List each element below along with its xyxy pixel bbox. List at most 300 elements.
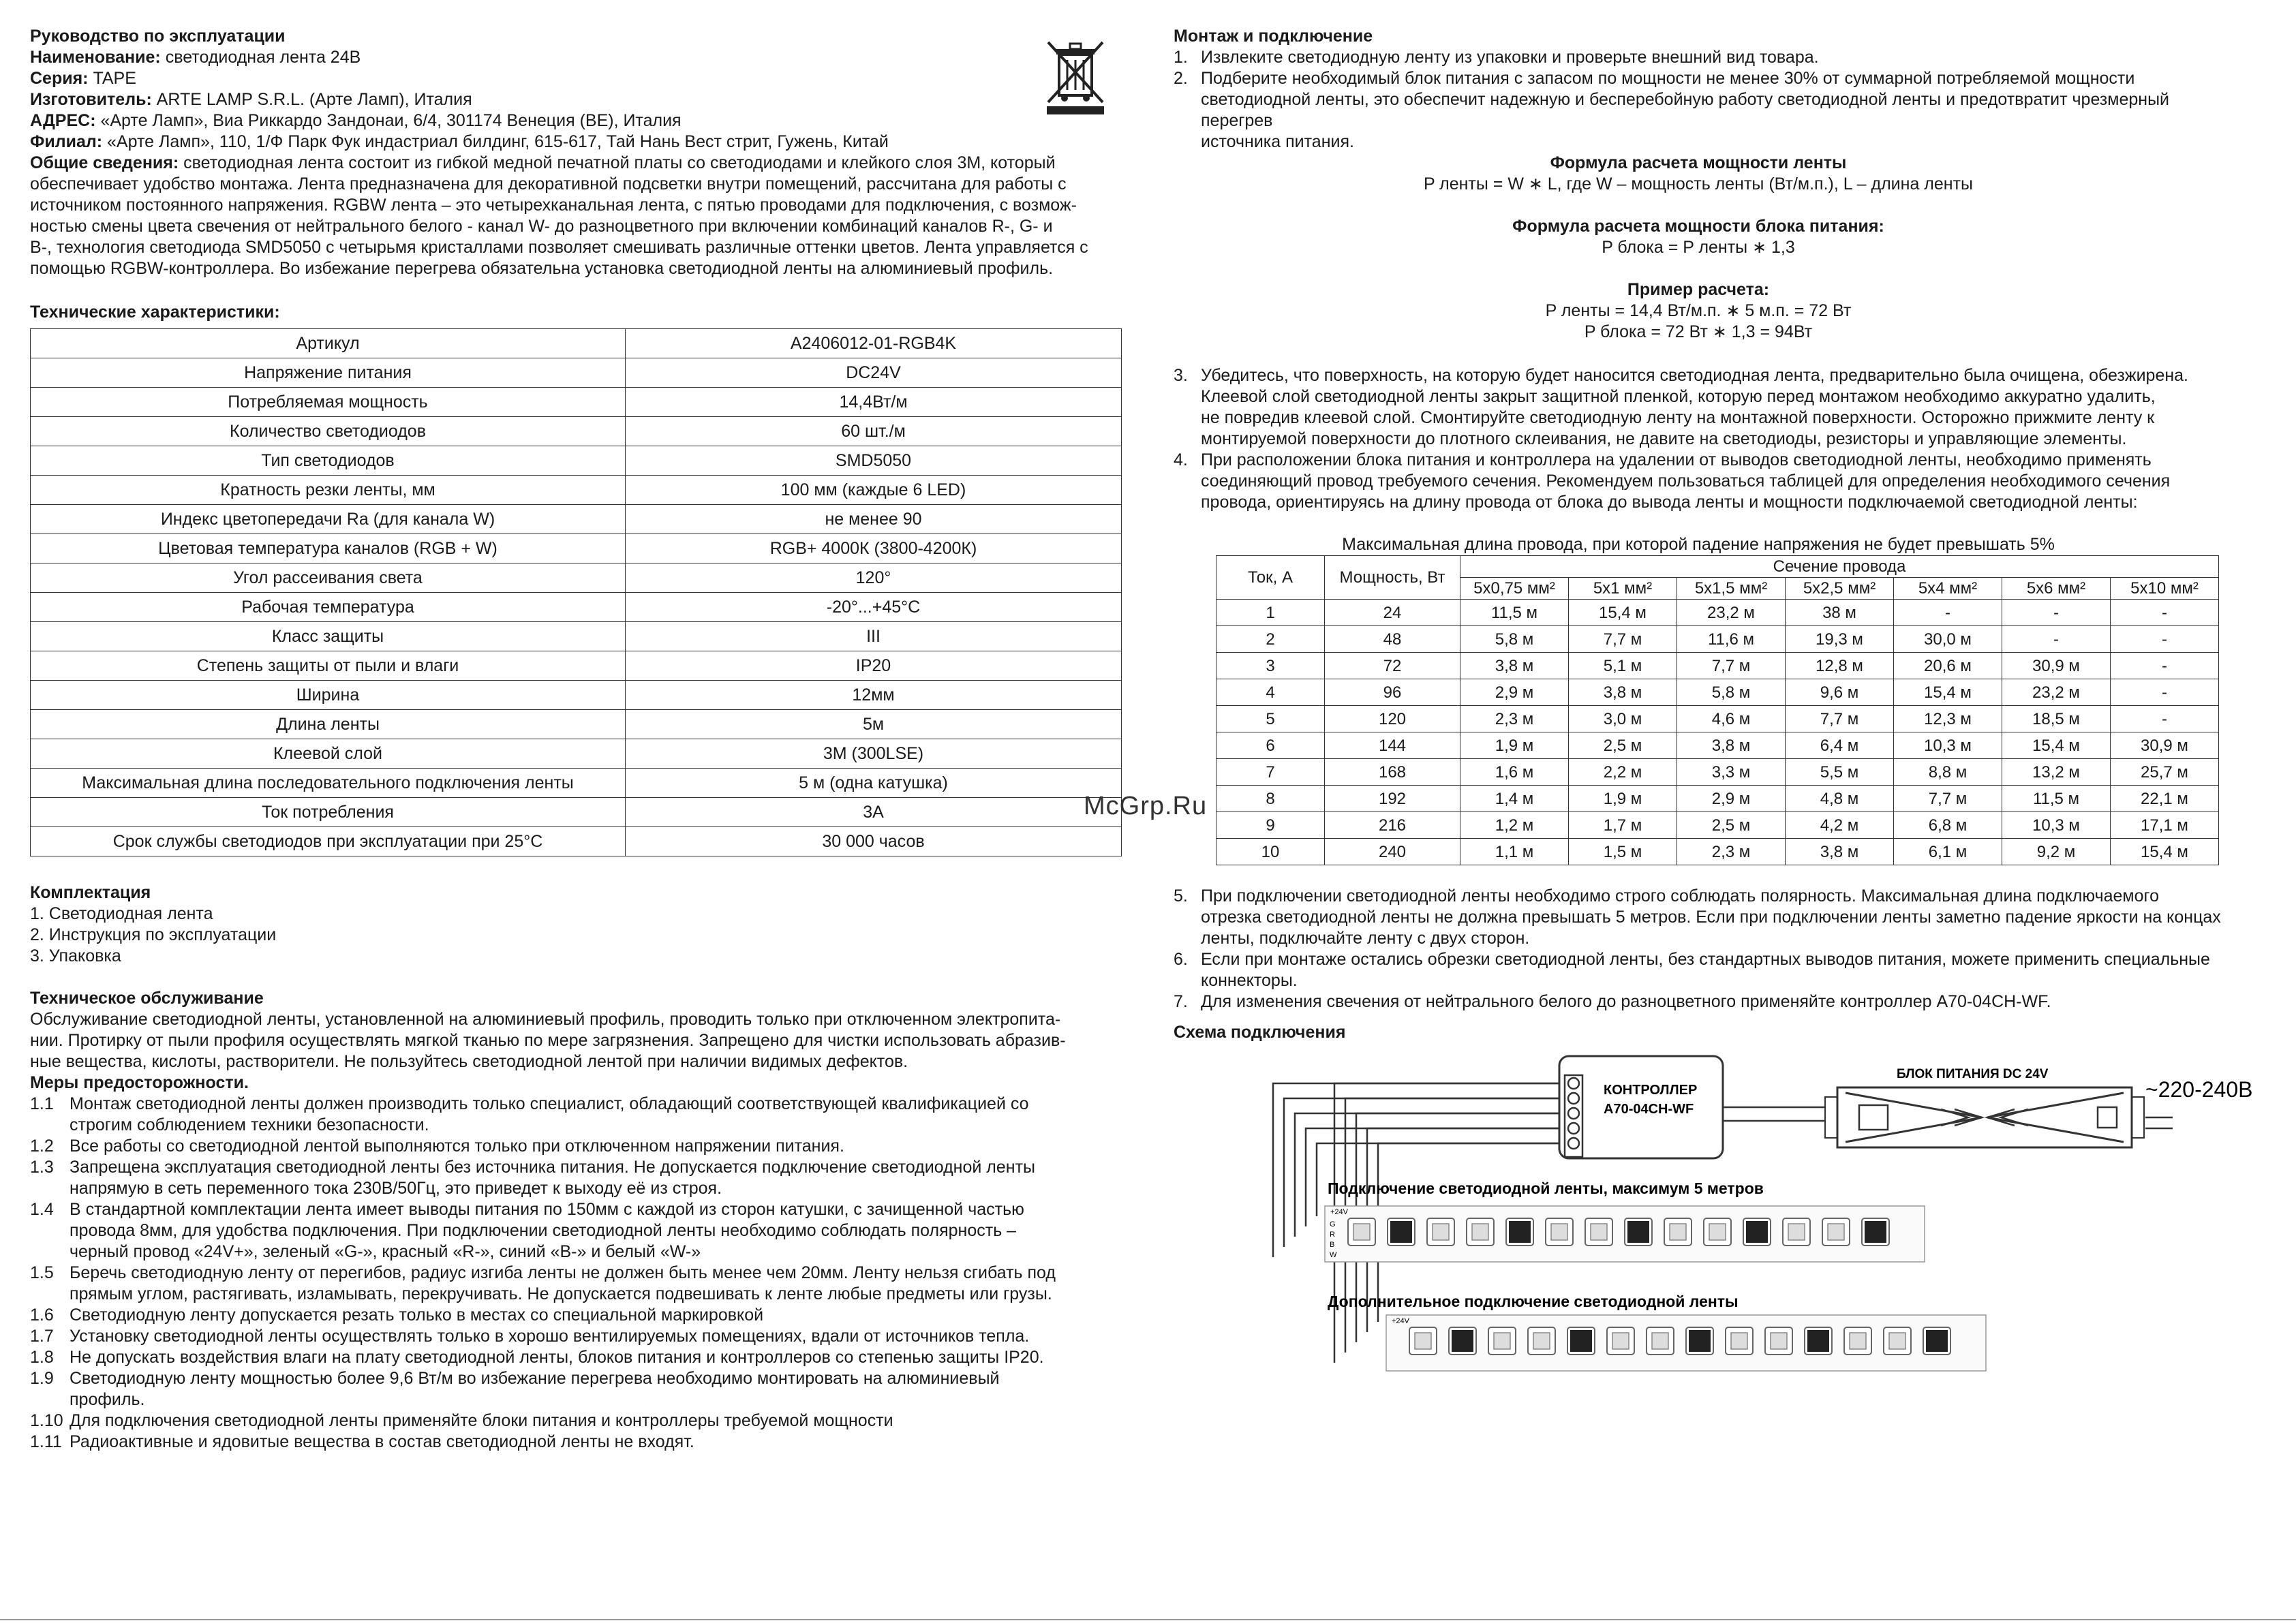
spec-key: Индекс цветопередачи Ra (для канала W): [31, 505, 626, 534]
wire-cell: 2,9 м: [1677, 786, 1786, 812]
wire-table-caption: Максимальная длина провода, при которой падение напряжения не будет превышать 5%: [1342, 535, 2055, 554]
wire-cell: -: [2002, 600, 2111, 626]
wire-col-header: 5х2,5 мм²: [1786, 578, 1894, 600]
wire-cell: 1,4 м: [1460, 786, 1569, 812]
item-line: Светодиодную ленту допускается резать только в местах со специальной маркировкой: [70, 1305, 764, 1325]
formula2: P блока = P ленты ∗ 1,3: [1602, 238, 1795, 257]
watermark: McGrp.Ru: [1084, 792, 1208, 820]
header-value: светодиодная лента 24В: [160, 48, 361, 67]
wire-cell: 2,5 м: [1677, 812, 1786, 839]
list-item: [30, 1347, 1120, 1368]
header-line: [30, 68, 1120, 89]
item-line: Не допускать воздействия влаги на плату светодиодной ленты, блоков питания и контроллеров со степенью защиты IP20.: [70, 1348, 1044, 1367]
wire-cell: 38 м: [1786, 600, 1894, 626]
formula1-title: Формула расчета мощности ленты: [1550, 153, 1847, 172]
spec-row: [31, 710, 1122, 739]
general-line: ностью смены цвета свечения от нейтрального белого - канал W- до разноцветного при включении комбинаций каналов R-, G- и: [30, 217, 1053, 236]
wire-cell: 10,3 м: [2002, 812, 2111, 839]
wire-cell: 30,0 м: [1894, 626, 2002, 653]
spec-key: Артикул: [31, 329, 626, 358]
list-item: [30, 1432, 1120, 1453]
wire-cell: -: [2111, 626, 2219, 653]
service-line: ные вещества, кислоты, растворители. Не пользуйтесь светодиодной лентой при наличии видимых дефектов.: [30, 1052, 908, 1071]
strip-pin-24v: +24V: [1330, 1208, 1348, 1216]
led-chip: [1686, 1327, 1713, 1355]
list-item: [30, 1305, 1120, 1326]
service-line: нии. Протирку от пыли профиля осуществлять мягкой тканью по мере загрязнения. Запрещено для чистки использовать абразив-: [30, 1031, 1066, 1050]
header-label: АДРЕС:: [30, 111, 96, 130]
bottom-rule: [0, 1619, 2296, 1620]
formula1: P ленты = W ∗ L, где W – мощность ленты (Вт/м.п.), L – длина ленты: [1423, 174, 1974, 194]
spec-value: 3M (300LSE): [626, 739, 1122, 769]
wire-cell: 144: [1325, 732, 1460, 759]
wire-header: Мощность, Вт: [1325, 556, 1460, 600]
header-label: Филиал:: [30, 132, 103, 151]
list-item: [30, 1263, 1120, 1305]
spec-value: 14,4Вт/м: [626, 388, 1122, 417]
item-line: коннекторы.: [1201, 971, 1298, 990]
general-line: B-, технология светодиода SMD5050 с четырьмя кристаллами позволяет смешивать различные оттенки цветов. Лента управляется с: [30, 238, 1088, 257]
wire-cell: 7,7 м: [1786, 706, 1894, 732]
safety-title: Меры предосторожности.: [30, 1073, 249, 1092]
spec-row: [31, 358, 1122, 388]
mount-title: Монтаж и подключение: [1174, 27, 1373, 46]
wire-cell: 12,3 м: [1894, 706, 2002, 732]
wire-cell: 5,8 м: [1460, 626, 1569, 653]
left-column: [30, 26, 1120, 1453]
wire-header: Ток, А: [1216, 556, 1325, 600]
header-label: Серия:: [30, 69, 89, 88]
item-number: 5.: [1174, 886, 1188, 906]
spec-row: [31, 534, 1122, 563]
spec-value: A2406012-01-RGB4K: [626, 329, 1122, 358]
tech-title: Технические характеристики:: [30, 303, 280, 322]
steps-list: [1174, 886, 2223, 1013]
item-number: 1.9: [30, 1369, 54, 1388]
wire-cell: 2,2 м: [1569, 759, 1677, 786]
wire-cell: 192: [1325, 786, 1460, 812]
wire-cell: 15,4 м: [2111, 839, 2219, 865]
wire-cell: 7,7 м: [1894, 786, 2002, 812]
wire-cell: 168: [1325, 759, 1460, 786]
wire-cell: 11,5 м: [1460, 600, 1569, 626]
item-line: Беречь светодиодную ленту от перегибов, радиус изгиба ленты не должен быть менее чем 20мм. Ленту нельзя сгибать под: [70, 1263, 1056, 1282]
led-chip: [1449, 1327, 1476, 1355]
led-chip: [1607, 1327, 1634, 1355]
wire-col-header: 5х4 мм²: [1894, 578, 2002, 600]
wire-cell: -: [1894, 600, 2002, 626]
kit-title: Комплектация: [30, 883, 151, 902]
led-chip: [1427, 1218, 1454, 1246]
right-column: [1174, 26, 2223, 1043]
spec-value: 3А: [626, 798, 1122, 827]
wire-cell: 2,9 м: [1460, 679, 1569, 706]
spec-row: [31, 769, 1122, 798]
strip-pin-24v: +24V: [1392, 1317, 1409, 1325]
example-line: P блока = 72 Вт ∗ 1,3 = 94Вт: [1584, 322, 1813, 341]
formula2-title: Формула расчета мощности блока питания:: [1512, 217, 1884, 236]
item-line: Все работы со светодиодной лентой выполняются только при отключенном напряжении питания.: [70, 1137, 844, 1156]
list-item: [1174, 886, 2223, 949]
header-line: [30, 89, 1120, 110]
item-line: Убедитесь, что поверхность, на которую будет наносится светодиодная лента, предварительно была очищена, обезжирена.: [1201, 366, 2188, 385]
wire-header-row: [1216, 556, 2219, 578]
spec-row: [31, 827, 1122, 856]
wire-row: [1216, 732, 2219, 759]
spec-value: SMD5050: [626, 446, 1122, 476]
kit-item: 3. Упаковка: [30, 946, 121, 965]
item-line: провода, ориентируясь на длину провода от блока до вывода ленты и мощности подключаемой светодиодной ленты:: [1201, 493, 2138, 512]
wire-cell: 11,5 м: [2002, 786, 2111, 812]
led-chip: [1805, 1327, 1832, 1355]
list-item: [1174, 365, 2223, 450]
item-number: 1.6: [30, 1305, 54, 1325]
spec-value: RGB+ 4000К (3800-4200К): [626, 534, 1122, 563]
spec-row: [31, 622, 1122, 651]
wire-cell: 96: [1325, 679, 1460, 706]
item-number: 4.: [1174, 450, 1188, 469]
item-number: 1.: [1174, 48, 1188, 67]
wire-cell: 2,3 м: [1460, 706, 1569, 732]
item-line: При расположении блока питания и контроллера на удалении от выводов светодиодной ленты, необходимо применять: [1201, 450, 2152, 469]
spec-row: [31, 446, 1122, 476]
header-label: Наименование:: [30, 48, 161, 67]
controller-label: КОНТРОЛЛЕР: [1604, 1083, 1698, 1098]
spec-row: [31, 593, 1122, 622]
item-number: 7.: [1174, 992, 1188, 1011]
wire-row: [1216, 653, 2219, 679]
spec-value: не менее 90: [626, 505, 1122, 534]
wire-cell: 11,6 м: [1677, 626, 1786, 653]
wire-cell: 13,2 м: [2002, 759, 2111, 786]
wire-cell: 23,2 м: [2002, 679, 2111, 706]
spec-key: Потребляемая мощность: [31, 388, 626, 417]
led-chip: [1726, 1327, 1753, 1355]
wire-cell: 2: [1216, 626, 1325, 653]
wire-cell: 12,8 м: [1786, 653, 1894, 679]
led-strip-1: [1325, 1206, 1925, 1262]
spec-row: [31, 681, 1122, 710]
general-info: [30, 153, 1120, 279]
list-item: [30, 1157, 1120, 1199]
general-line: помощью RGBW-контроллера. Во избежание перегрева обязательна установка светодиодной ленты на алюминиевый профиль.: [30, 259, 1054, 278]
general-line: светодиодная лента состоит из гибкой медной печатной платы со светодиодами и клейкого слоя 3М, который: [179, 153, 1056, 172]
item-line: Для изменения свечения от нейтрального белого до разноцветного применяйте контроллер A70-04CH-WF.: [1201, 992, 2051, 1011]
steps-list: [1174, 365, 2223, 513]
spec-row: [31, 417, 1122, 446]
led-chip: [1765, 1327, 1792, 1355]
example-title: Пример расчета:: [1627, 280, 1770, 299]
psu-cap: [2132, 1097, 2144, 1138]
strip-pin: G: [1330, 1220, 1336, 1228]
wire-cell: 3,3 м: [1677, 759, 1786, 786]
item-number: 2.: [1174, 69, 1188, 88]
spec-key: Срок службы светодиодов при эксплуатации при 25°С: [31, 827, 626, 856]
wire-cell: 240: [1325, 839, 1460, 865]
wire-cell: 1,5 м: [1569, 839, 1677, 865]
header-value: ARTE LAMP S.R.L. (Арте Ламп), Италия: [151, 90, 472, 109]
wire-cell: 23,2 м: [1677, 600, 1786, 626]
led-chip: [1625, 1218, 1652, 1246]
wire-table: [1216, 555, 2219, 865]
led-chip: [1388, 1218, 1415, 1246]
item-line: светодиодной ленты, это обеспечит надежную и бесперебойную работу светодиодной ленты и предотвратит чрезмерный перегрев: [1201, 90, 2170, 130]
item-line: отрезка светодиодной ленты не должна превышать 5 метров. Если при подключении ленты заметно падение яркости на концах: [1201, 908, 2221, 927]
led-chip: [1567, 1327, 1595, 1355]
wire-cell: 48: [1325, 626, 1460, 653]
psu-label: БЛОК ПИТАНИЯ DC 24V: [1897, 1067, 2049, 1081]
led-strip-2: [1386, 1315, 1986, 1371]
wire-cell: 1,2 м: [1460, 812, 1569, 839]
led-chip: [1467, 1218, 1494, 1246]
terminal-screw: [1568, 1078, 1579, 1089]
spec-key: Цветовая температура каналов (RGB + W): [31, 534, 626, 563]
wire-cell: 9: [1216, 812, 1325, 839]
wire-cell: 2,3 м: [1677, 839, 1786, 865]
item-line: строгим соблюдением техники безопасности.: [70, 1115, 429, 1134]
led-chip: [1585, 1218, 1612, 1246]
spec-key: Рабочая температура: [31, 593, 626, 622]
list-item: [30, 1410, 1120, 1432]
wire-col-header: 5х1,5 мм²: [1677, 578, 1786, 600]
scheme-title: Схема подключения: [1174, 1023, 1346, 1042]
wire-row: [1216, 626, 2219, 653]
list-item: [1174, 47, 2223, 68]
wire-row: [1216, 812, 2219, 839]
psu-terminal: [2098, 1107, 2117, 1128]
wire-cell: 3,8 м: [1677, 732, 1786, 759]
wire-cell: 15,4 м: [1569, 600, 1677, 626]
wire-cell: 4: [1216, 679, 1325, 706]
spec-row: [31, 563, 1122, 593]
led-chip: [1783, 1218, 1810, 1246]
wire-cell: 1,9 м: [1569, 786, 1677, 812]
item-line: соединяющий провод требуемого сечения. Рекомендуем пользоваться таблицей для определения необходимого сечения: [1201, 472, 2171, 491]
wire-row: [1216, 706, 2219, 732]
strip-pin: R: [1330, 1231, 1335, 1239]
item-line: черный провод «24V+», зеленый «G-», красный «R-», синий «B-» и белый «W-»: [70, 1242, 701, 1261]
strip2-title: Дополнительное подключение светодиодной ленты: [1328, 1293, 1739, 1310]
item-line: Извлеките светодиодную ленту из упаковки и проверьте внешний вид товара.: [1201, 48, 1819, 67]
wire-cell: 6,1 м: [1894, 839, 2002, 865]
wire-cell: 5,1 м: [1569, 653, 1677, 679]
spec-value: 30 000 часов: [626, 827, 1122, 856]
spec-key: Ток потребления: [31, 798, 626, 827]
service-line: Обслуживание светодиодной ленты, установленной на алюминиевый профиль, проводить только при отключенном электропита-: [30, 1010, 1061, 1029]
item-number: 1.8: [30, 1348, 54, 1367]
item-number: 1.2: [30, 1137, 54, 1156]
spec-value: 5м: [626, 710, 1122, 739]
list-item: [1174, 450, 2223, 513]
list-item: [30, 1326, 1120, 1347]
spec-key: Тип светодиодов: [31, 446, 626, 476]
spec-value: IP20: [626, 651, 1122, 681]
strip-pin: W: [1330, 1251, 1337, 1259]
spec-value: -20°...+45°С: [626, 593, 1122, 622]
list-item: [30, 1199, 1120, 1263]
wire-cell: 10: [1216, 839, 1325, 865]
wire-cell: 30,9 м: [2002, 653, 2111, 679]
general-line: обеспечивает удобство монтажа. Лента предназначена для декоративной подсветки внутри помещений, рассчитана для работы с: [30, 174, 1067, 194]
wire-cell: -: [2111, 653, 2219, 679]
item-line: Светодиодную ленту мощностью более 9,6 Вт/м во избежание перегрева необходимо монтировать на алюминиевый: [70, 1369, 1000, 1388]
wire-cell: 7,7 м: [1677, 653, 1786, 679]
wire-cell: -: [2111, 600, 2219, 626]
psu-cap: [1825, 1097, 1837, 1138]
spec-value: 100 мм (каждые 6 LED): [626, 476, 1122, 505]
controller-model: A70-04CH-WF: [1604, 1102, 1694, 1117]
wire-cell: 7,7 м: [1569, 626, 1677, 653]
header-value: TAPE: [88, 69, 136, 88]
item-line: прямым углом, растягивать, изламывать, перекручивать. Не допускается подвешивать к ленте любые предметы или грузы.: [70, 1284, 1052, 1303]
wire-cell: 5,8 м: [1677, 679, 1786, 706]
spec-key: Клеевой слой: [31, 739, 626, 769]
led-chip: [1546, 1218, 1573, 1246]
item-number: 1.10: [30, 1411, 63, 1430]
wire-cell: -: [2111, 706, 2219, 732]
header-line: [30, 47, 1120, 68]
product-header: [30, 26, 1120, 153]
wire-cell: 4,6 м: [1677, 706, 1786, 732]
wire-header: Сечение провода: [1460, 556, 2219, 578]
spec-key: Кратность резки ленты, мм: [31, 476, 626, 505]
header-value: «Арте Ламп», 110, 1/Ф Парк Фук индастриал билдинг, 615-617, Тай Нань Вест стрит, Гужень, Китай: [102, 132, 889, 151]
wire-cell: 6: [1216, 732, 1325, 759]
item-line: Запрещена эксплуатация светодиодной ленты без источника питания. Не допускается подключение светодиодной ленты: [70, 1158, 1036, 1177]
wire-row: [1216, 600, 2219, 626]
service-text: [30, 1009, 1120, 1072]
item-line: не повредив клеевой слой. Смонтируйте светодиодную ленту на монтажной поверхности. Осторожно прижмите ленту к: [1201, 408, 2155, 427]
led-chip: [1923, 1327, 1950, 1355]
wire-row: [1216, 759, 2219, 786]
wire-cell: 6,4 м: [1786, 732, 1894, 759]
header-line: [30, 26, 1120, 47]
item-line: ленты, подключайте ленту с двух сторон.: [1201, 929, 1530, 948]
example-line: P ленты = 14,4 Вт/м.п. ∗ 5 м.п. = 72 Вт: [1545, 301, 1852, 320]
wire-cell: 1: [1216, 600, 1325, 626]
wire-cell: 10,3 м: [1894, 732, 2002, 759]
wire-cell: 7: [1216, 759, 1325, 786]
spec-key: Ширина: [31, 681, 626, 710]
wire-cell: 1,6 м: [1460, 759, 1569, 786]
strip1-title: Подключение светодиодной ленты, максимум 5 метров: [1328, 1179, 1764, 1197]
wire-cell: 15,4 м: [1894, 679, 2002, 706]
item-line: Установку светодиодной ленты осуществлять только в хорошо вентилируемых помещениях, вдали от источников тепла.: [70, 1327, 1030, 1346]
spec-row: [31, 739, 1122, 769]
spec-value: 12мм: [626, 681, 1122, 710]
wire-cell: 3,8 м: [1569, 679, 1677, 706]
spec-row: [31, 476, 1122, 505]
header-label: Изготовитель:: [30, 90, 152, 109]
spec-value: DC24V: [626, 358, 1122, 388]
spec-value: III: [626, 622, 1122, 651]
wire-cell: 3: [1216, 653, 1325, 679]
item-line: напрямую в сеть переменного тока 230В/50Гц, это приведет к выходу её из строя.: [70, 1179, 722, 1198]
wire-col-header: 5х0,75 мм²: [1460, 578, 1569, 600]
item-line: Подберите необходимый блок питания с запасом по мощности не менее 30% от суммарной потребляемой мощности: [1201, 69, 2135, 88]
spec-row: [31, 329, 1122, 358]
list-item: [1174, 991, 2223, 1013]
wire-cell: 30,9 м: [2111, 732, 2219, 759]
wire-cell: 72: [1325, 653, 1460, 679]
wire-cell: 17,1 м: [2111, 812, 2219, 839]
wire-cell: 4,2 м: [1786, 812, 1894, 839]
item-line: Радиоактивные и ядовитые вещества в состав светодиодной ленты не входят.: [70, 1432, 694, 1451]
spec-row: [31, 798, 1122, 827]
led-chip: [1506, 1218, 1533, 1246]
spec-key: Максимальная длина последовательного подключения ленты: [31, 769, 626, 798]
led-chip: [1664, 1218, 1692, 1246]
item-line: При подключении светодиодной ленты необходимо строго соблюдать полярность. Максимальная длина подключаемого: [1201, 886, 2159, 906]
header-label: Руководство по эксплуатации: [30, 27, 286, 46]
psu-terminal: [1859, 1105, 1888, 1130]
spec-key: Степень защиты от пыли и влаги: [31, 651, 626, 681]
kit-item: 1. Светодиодная лента: [30, 904, 213, 923]
wire-cell: 3,8 м: [1786, 839, 1894, 865]
list-item: [30, 1094, 1120, 1136]
wire-col-header: 5х6 мм²: [2002, 578, 2111, 600]
wire-cell: 25,7 м: [2111, 759, 2219, 786]
item-number: 1.11: [30, 1432, 62, 1451]
wire-row: [1216, 839, 2219, 865]
wire-cell: 8: [1216, 786, 1325, 812]
list-item: [30, 1368, 1120, 1410]
item-line: Для подключения светодиодной ленты применяйте блоки питания и контроллеры требуемой мощности: [70, 1411, 893, 1430]
led-chip: [1844, 1327, 1871, 1355]
item-line: монтируемой поверхности до плотного склеивания, не давите на светодиоды, резисторы и управляющие элементы.: [1201, 429, 2127, 448]
wire-cell: 5,5 м: [1786, 759, 1894, 786]
spec-row: [31, 388, 1122, 417]
wire-cell: 5: [1216, 706, 1325, 732]
spec-value: 5 м (одна катушка): [626, 769, 1122, 798]
list-item: [30, 1136, 1120, 1157]
wire-cell: 15,4 м: [2002, 732, 2111, 759]
kit-item: 2. Инструкция по эксплуатации: [30, 925, 277, 944]
wire-col-header: 5х10 мм²: [2111, 578, 2219, 600]
wire-cell: 4,8 м: [1786, 786, 1894, 812]
general-line: источником постоянного напряжения. RGBW лента – это четырехканальная лента, с пятью проводами для подключения, с возмож-: [30, 196, 1077, 215]
item-number: 1.4: [30, 1200, 54, 1219]
wire-cell: 1,7 м: [1569, 812, 1677, 839]
led-chip: [1822, 1218, 1850, 1246]
wire-cell: 19,3 м: [1786, 626, 1894, 653]
header-line: [30, 110, 1120, 132]
led-chip: [1488, 1327, 1516, 1355]
wire-cell: -: [2111, 679, 2219, 706]
wire-col-header: 5х1 мм²: [1569, 578, 1677, 600]
led-chip: [1884, 1327, 1911, 1355]
wire-cell: 24: [1325, 600, 1460, 626]
wire-cell: 1,9 м: [1460, 732, 1569, 759]
spec-row: [31, 651, 1122, 681]
spec-value: 120°: [626, 563, 1122, 593]
item-number: 1.7: [30, 1327, 54, 1346]
safety-list: [30, 1094, 1120, 1453]
spec-value: 60 шт./м: [626, 417, 1122, 446]
wire-cell: 8,8 м: [1894, 759, 2002, 786]
item-line: Клеевой слой светодиодной ленты закрыт защитной пленкой, которую перед монтажом необходимо аккуратно удалить,: [1201, 387, 2156, 406]
item-line: В стандартной комплектации лента имеет выводы питания по 150мм с каждой из сторон катушки, с зачищенной частью: [70, 1200, 1024, 1219]
led-chip: [1704, 1218, 1731, 1246]
spec-key: Длина ленты: [31, 710, 626, 739]
mains-label: ~220-240В: [2145, 1077, 2253, 1102]
wire-cell: 3,8 м: [1460, 653, 1569, 679]
item-line: провода 8мм, для удобства подключения. При подключении светодиодной ленты необходимо соблюдать полярность –: [70, 1221, 1017, 1240]
wire-cell: 1,1 м: [1460, 839, 1569, 865]
spec-key: Напряжение питания: [31, 358, 626, 388]
wire-cell: -: [2002, 626, 2111, 653]
list-item: [1174, 68, 2223, 153]
